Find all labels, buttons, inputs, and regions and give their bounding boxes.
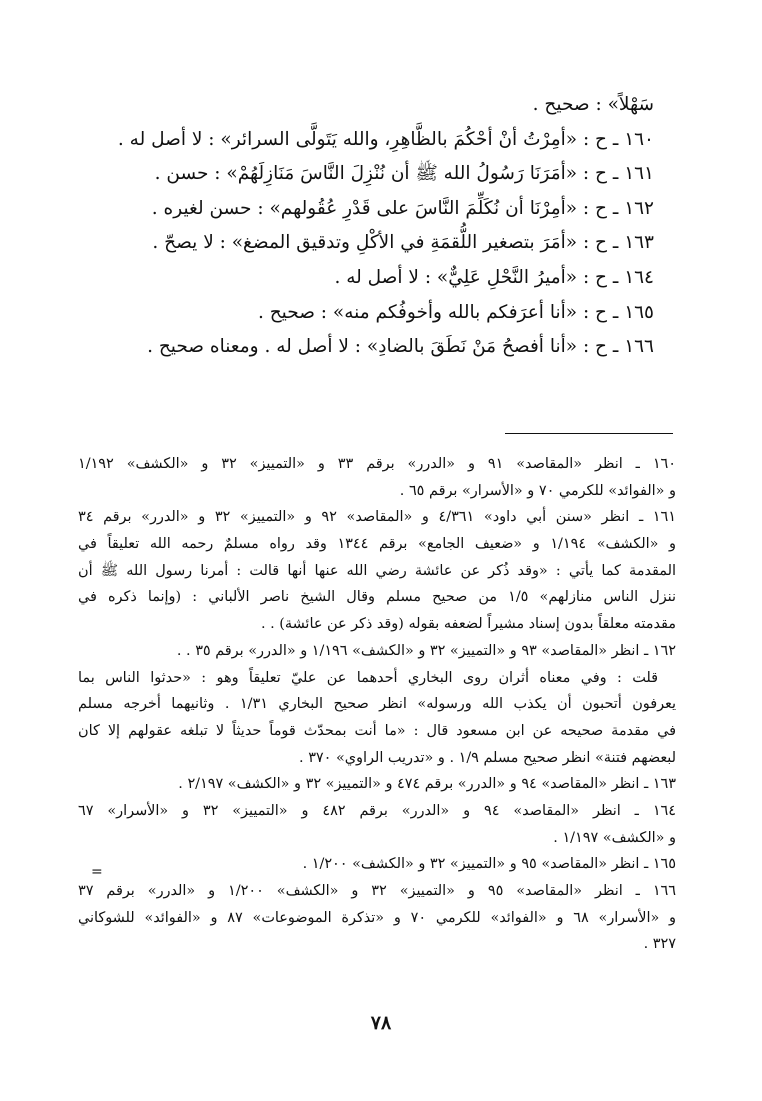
footnote-line: ١٦٢ ـ انظر «المقاصد» ٩٣ و «التمييز» ٣٢ و «الكشف» ١/١٩٦ و «الدرر» برقم ٣٥ . . bbox=[176, 642, 676, 659]
footnote-line: ٣٢٧ . bbox=[643, 936, 676, 953]
footnote-line: و «الكشف» ١/١٩٤ و «ضعيف الجامع» برقم ١٣٤٤ وقد رواه مسلمٌ رحمه الله تعليقاً في bbox=[78, 536, 676, 553]
footnote-line: و «الأسرار» ٦٨ و «الفوائد» للكرمي ٧٠ و «تذكرة الموضوعات» ٨٧ و «الفوائد» للشوكاني bbox=[78, 909, 677, 926]
footnote-line: مقدمته معلقاً بدون إسناد مشيراً لضعفه بقوله (وقد ذكر عن عائشة) . . bbox=[260, 616, 676, 633]
continuation-marker: = bbox=[91, 864, 103, 880]
hadith-166: ١٦٦ ـ ح : «أنا أفصحُ مَنْ نَطَقَ بالضادِ» : لا أصل له . ومعناه صحيح . bbox=[147, 336, 654, 358]
footnote-line: لبعضهم فتنة» انظر صحيح مسلم ١/٩ . و «تدريب الراوي» ٣٧٠ . bbox=[299, 749, 676, 766]
footnote-line: ١٦٦ ـ انظر «المقاصد» ٩٥ و «التمييز» ٣٢ و «الكشف» ١/٢٠٠ و «الدرر» برقم ٣٧ bbox=[78, 883, 677, 899]
footnote-line: ١٦٠ ـ انظر «المقاصد» ٩١ و «الدرر» برقم ٣٣ و «التمييز» ٣٢ و «الكشف» ١/١٩٢ bbox=[78, 456, 677, 472]
page-number: ٧٨ bbox=[370, 1012, 392, 1034]
footnote-line: ننزل الناس منازلهم» ١/٥ من صحيح مسلم وقال الشيخ ناصر الألباني : (وإنما ذكره في bbox=[78, 589, 676, 606]
footnote-line: يعرفون أتحبون أن يكذب الله ورسوله» انظر صحيح البخاري ١/٣١ . وثانيهما أخرجه مسلم bbox=[78, 696, 677, 713]
footnote-line: ١٦٣ ـ انظر «المقاصد» ٩٤ و «الدرر» برقم ٤٧٤ و «التمييز» ٣٢ و «الكشف» ٢/١٩٧ . bbox=[178, 776, 676, 793]
footnote-line: و «الكشف» ١/١٩٧ . bbox=[553, 829, 676, 846]
main-text bbox=[94, 88, 654, 365]
footnote-line: قلت : وفي معناه أثران روى البخاري أحدهما عن عليّ تعليقاً وهو : «حدثوا الناس بما bbox=[78, 669, 658, 686]
hadith-163: ١٦٣ ـ ح : «أمَرَ بتصغير اللُّقمَةِ في الأكْلِ وتدقيق المضغ» : لا يصحّ . bbox=[152, 232, 654, 254]
footnote-line: في مقدمة صحيحه عن ابن مسعود قال : «ما أنت بمحدّث قوماً حديثاً لا تبلغه عقولهم إلا كان bbox=[78, 722, 676, 739]
hadith-165: ١٦٥ ـ ح : «أنا أعرَفكم بالله وأخوفُكم منه» : صحيح . bbox=[257, 301, 654, 323]
main-line-continuation: سَهْلاً» : صحيح . bbox=[532, 94, 654, 115]
footnote-line: المقدمة كما يأتي : «وقد ذُكر عن عائشة رضي الله عنها أنها قالت : أمرنا رسول الله ﷺ أن bbox=[78, 562, 676, 579]
footnote-line: ١٦٥ ـ انظر «المقاصد» ٩٥ و «التمييز» ٣٢ و «الكشف» ١/٢٠٠ . bbox=[302, 856, 676, 873]
footnote-divider bbox=[505, 433, 673, 434]
hadith-164: ١٦٤ ـ ح : «أميرُ النَّحْلِ عَلِيٌّ» : لا أصل له . bbox=[334, 266, 654, 288]
hadith-160: ١٦٠ ـ ح : «أمِرْتُ أنْ أحْكُمَ بالظَّاهِرِ، والله يَتَولَّى السرائر» : لا أصل له . bbox=[117, 128, 654, 150]
hadith-162: ١٦٢ ـ ح : «أمِرْنَا أن نُكَلِّمَ النَّاسَ على قَدْرِ عُقُولهم» : حسن لغيره . bbox=[151, 197, 654, 219]
footnotes bbox=[78, 451, 676, 958]
footnote-line: و «الفوائد» للكرمي ٧٠ و «الأسرار» برقم ٦٥ . bbox=[399, 482, 676, 499]
hadith-161: ١٦١ ـ ح : «أمَرَنَا رَسُولُ الله ﷺ أن نُنْزِلَ النَّاسَ مَنَازِلَهُمْ» : حسن . bbox=[154, 163, 654, 185]
footnote-line: ١٦٤ ـ انظر «المقاصد» ٩٤ و «الدرر» برقم ٤٨٢ و «التمييز» ٣٢ و «الأسرار» ٦٧ bbox=[78, 802, 677, 819]
footnote-line: ١٦١ ـ انظر «سنن أبي داود» ٤/٣٦١ و «المقاصد» ٩٢ و «التمييز» ٣٢ و «الدرر» برقم ٣٤ bbox=[78, 509, 676, 526]
